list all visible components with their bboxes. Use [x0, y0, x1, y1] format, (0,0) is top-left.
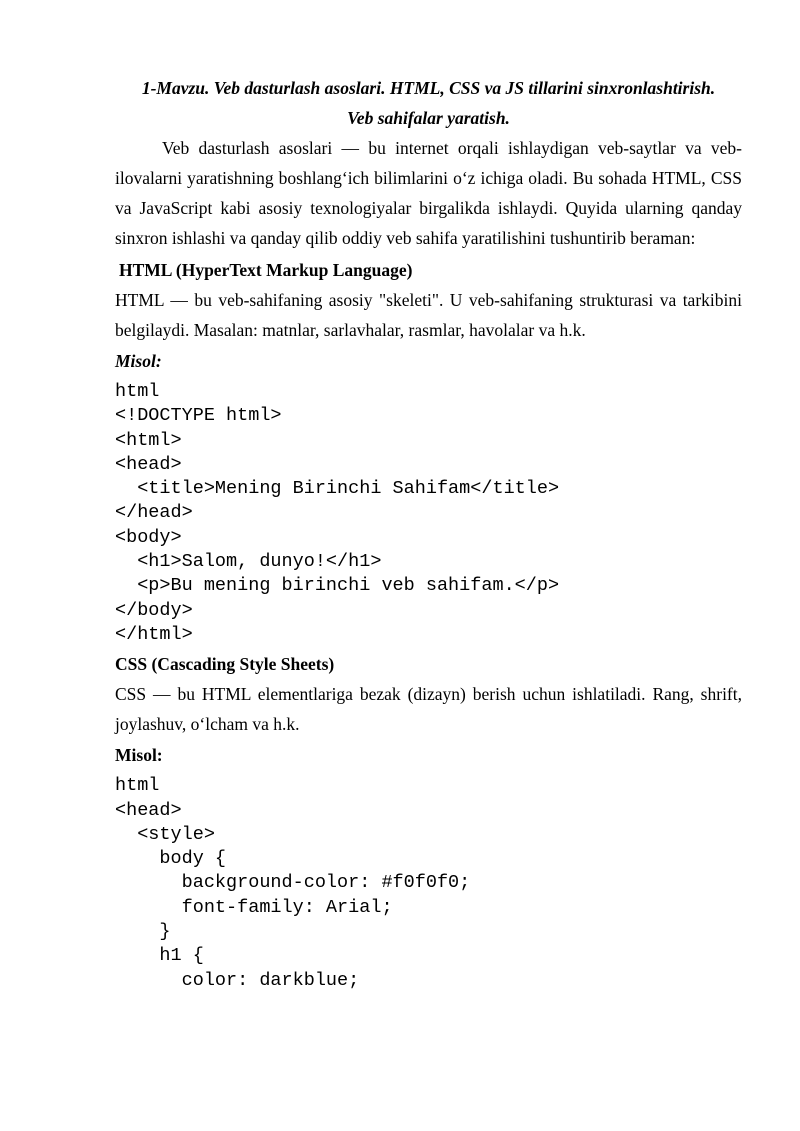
css-section-text: CSS — bu HTML elementlariga bezak (dizayn) berish uchun ishlatiladi. Rang, shrift, joylashuv, o‘lcham va h.k. [115, 684, 742, 735]
document-title-line-2: Veb sahifalar yaratish. [347, 108, 510, 128]
html-code-block: html <!DOCTYPE html> <html> <head> <title>Mening Birinchi Sahifam</title> </head> <body> <h1>Salom, dunyo!</h1> <p>Bu mening birinchi veb sahifam.</p> </body> </html> [115, 381, 560, 645]
css-example-label: Misol: [115, 745, 163, 766]
html-example-label: Misol: [115, 351, 162, 371]
document-title-line-1: 1-Mavzu. Veb dasturlash asoslari. HTML, CSS va JS tillarini sinxronlashtirish. [141, 78, 716, 98]
document-page [115, 70, 742, 993]
intro-paragraph: Veb dasturlash asoslari — bu internet orqali ishlaydigan veb-saytlar va veb-ilovalarni yaratishning boshlang‘ich bilimlarini o‘z ichiga oladi. Bu sohada HTML, CSS va JavaScript kabi asosiy texnologiyalar birgalikda ishlaydi. Quyida ularning qanday sinxron ishlashi va qanday qilib oddiy veb sahifa yaratilishini tushuntirib beraman: [115, 138, 742, 248]
html-section-heading: HTML (HyperText Markup Language) [119, 260, 413, 280]
html-section-text: HTML — bu veb-sahifaning asosiy "skeleti". U veb-sahifaning strukturasi va tarkibini belgilaydi. Masalan: matnlar, sarlavhalar, rasmlar, havolalar va h.k. [115, 290, 742, 340]
css-code-block: html <head> <style> body { background-color: #f0f0f0; font-family: Arial; } h1 { color: darkblue; [115, 775, 471, 991]
css-section-heading: CSS (Cascading Style Sheets) [115, 654, 335, 675]
